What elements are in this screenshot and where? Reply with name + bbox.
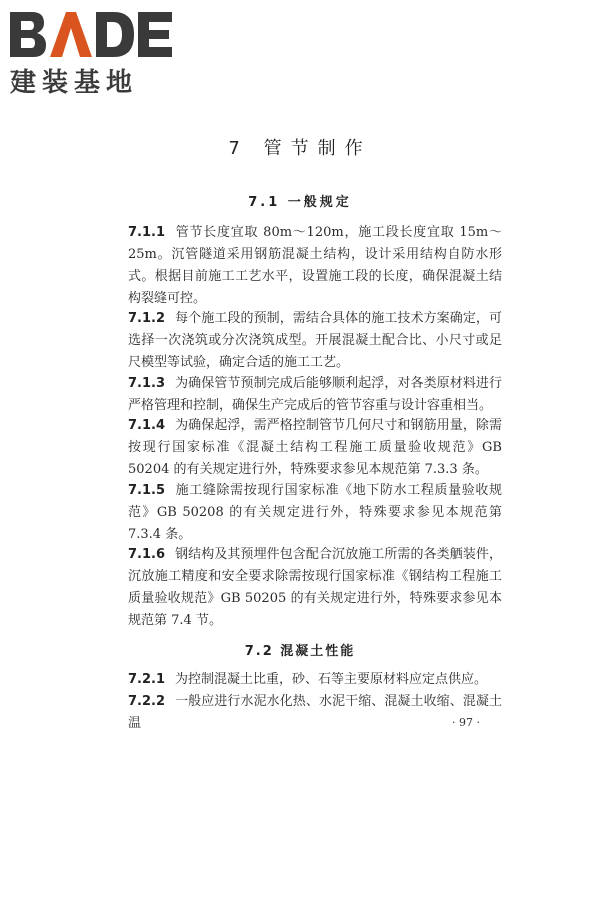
- clause-7-2-2: [128, 691, 502, 735]
- logo: [6, 4, 176, 98]
- clause-7-1-4: [128, 415, 502, 481]
- clause-text: 管节长度宜取 80m～120m，施工段长度宜取 15m～25m。沉管隧道采用钢筋混凝土结构，设计采用结构自防水形式。根据目前施工工艺水平，设置施工段的长度，确保混凝土结构裂缝可控。: [128, 225, 502, 306]
- clause-number: 7.2.2: [128, 694, 166, 709]
- clause-7-1-5: [128, 480, 502, 546]
- clause-number: 7.1.6: [128, 547, 166, 562]
- section-title-7-1: 7.1 一般规定: [248, 195, 352, 210]
- clause-number: 7.1.3: [128, 376, 166, 391]
- clause-number: 7.2.1: [128, 672, 166, 687]
- clause-number: 7.1.5: [128, 483, 166, 498]
- clause-7-1-6: [128, 544, 502, 632]
- clause-text: 为确保管节预制完成后能够顺利起浮，对各类原材料进行严格管理和控制，确保生产完成后的管节容重与设计容重相当。: [128, 376, 502, 413]
- clause-text: 钢结构及其预埋件包含配合沉放施工所需的各类舾装件，沉放施工精度和安全要求除需按现行国家标准《钢结构工程施工质量验收规范》GB 50205 的有关规定进行外，特殊要求参见本规范第 7.4 节。: [128, 547, 502, 628]
- logo-subtitle: 建装基地: [10, 68, 139, 98]
- clause-7-2-1: [128, 669, 502, 691]
- clause-number: 7.1.1: [128, 225, 166, 240]
- section-title-7-2: 7.2 混凝土性能: [244, 644, 356, 659]
- clause-7-1-2: [128, 308, 502, 374]
- clause-text: 为控制混凝土比重，砂、石等主要原材料应定点供应。: [175, 672, 488, 687]
- clause-7-1-3: [128, 373, 502, 417]
- clause-number: 7.1.4: [128, 418, 166, 433]
- clause-number: 7.1.2: [128, 311, 166, 326]
- chapter-title: 7 管节制作: [228, 138, 372, 159]
- clause-text: 每个施工段的预制，需结合具体的施工技术方案确定，可选择一次浇筑或分次浇筑成型。开展混凝土配合比、小尺寸或足尺模型等试验，确定合适的施工工艺。: [128, 311, 502, 370]
- clause-text: 一般应进行水泥水化热、水泥干缩、混凝土收缩、混凝土温: [128, 694, 502, 731]
- page-number: · 97 ·: [452, 716, 480, 729]
- clause-7-1-1: [128, 222, 502, 310]
- clause-text: 施工缝除需按现行国家标准《地下防水工程质量验收规范》GB 50208 的有关规定进行外，特殊要求参见本规范第 7.3.4 条。: [128, 483, 502, 542]
- bade-logo-icon: [6, 4, 176, 62]
- clause-text: 为确保起浮，需严格控制管节几何尺寸和钢筋用量，除需按现行国家标准《混凝土结构工程施工质量验收规范》GB 50204 的有关规定进行外，特殊要求参见本规范第 7.3.3 条。: [128, 418, 502, 477]
